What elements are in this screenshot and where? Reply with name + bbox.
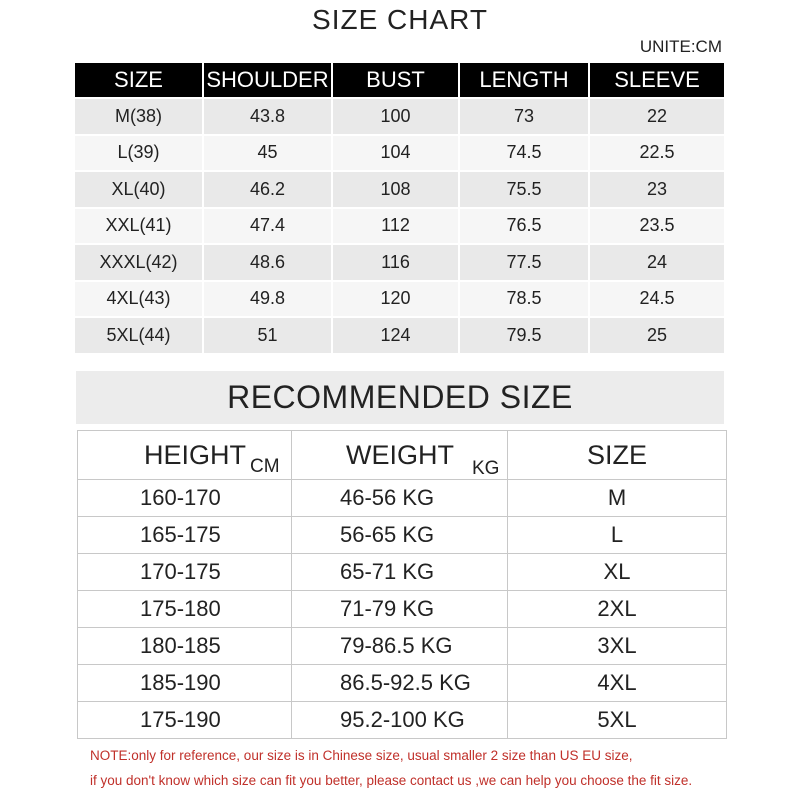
cell-bust: 116 — [333, 245, 458, 280]
recommended-size-title: RECOMMENDED SIZE — [76, 371, 724, 424]
rec-cell-weight: 95.2-100 KG — [292, 702, 508, 739]
rec-cell-height: 185-190 — [78, 665, 292, 702]
recommended-row — [78, 628, 727, 665]
size-chart-header-row — [75, 63, 724, 97]
cell-sleeve: 22 — [590, 99, 724, 134]
header-size: SIZE — [75, 63, 202, 97]
size-chart-row — [75, 209, 724, 244]
cell-sleeve: 23.5 — [590, 209, 724, 244]
size-chart-row — [75, 99, 724, 134]
cell-bust: 124 — [333, 318, 458, 353]
cell-bust: 120 — [333, 282, 458, 317]
note-line-2: if you don't know which size can fit you better, please contact us ,we can help you choose the fit size. — [90, 773, 693, 788]
cell-size: 5XL(44) — [75, 318, 202, 353]
cell-bust: 100 — [333, 99, 458, 134]
cell-size: 4XL(43) — [75, 282, 202, 317]
cell-length: 77.5 — [460, 245, 588, 280]
size-chart-row — [75, 136, 724, 171]
recommended-row — [78, 591, 727, 628]
recommended-header-row — [78, 431, 727, 480]
unit-label: UNITE:CM — [639, 37, 722, 56]
cell-shoulder: 48.6 — [204, 245, 331, 280]
cell-shoulder: 45 — [204, 136, 331, 171]
cell-bust: 112 — [333, 209, 458, 244]
cell-length: 73 — [460, 99, 588, 134]
cell-shoulder: 51 — [204, 318, 331, 353]
size-chart-row — [75, 318, 724, 353]
cell-length: 79.5 — [460, 318, 588, 353]
cell-sleeve: 24 — [590, 245, 724, 280]
header-bust: BUST — [333, 63, 458, 97]
rec-cell-height: 165-175 — [78, 517, 292, 554]
cell-length: 74.5 — [460, 136, 588, 171]
rec-cell-size: 4XL — [508, 665, 727, 702]
cell-bust: 108 — [333, 172, 458, 207]
cell-length: 76.5 — [460, 209, 588, 244]
cell-sleeve: 24.5 — [590, 282, 724, 317]
rec-cell-height: 180-185 — [78, 628, 292, 665]
header-rec-size-label: SIZE — [586, 439, 647, 470]
rec-cell-height: 160-170 — [78, 480, 292, 517]
cell-length: 75.5 — [460, 172, 588, 207]
cell-size: XL(40) — [75, 172, 202, 207]
header-height-label: HEIGHT — [144, 439, 247, 470]
header-weight — [292, 431, 508, 480]
cell-shoulder: 47.4 — [204, 209, 331, 244]
cell-size: M(38) — [75, 99, 202, 134]
rec-cell-size: 5XL — [508, 702, 727, 739]
rec-cell-height: 175-180 — [78, 591, 292, 628]
header-shoulder: SHOULDER — [204, 63, 331, 97]
cell-length: 78.5 — [460, 282, 588, 317]
recommended-size-table — [77, 430, 727, 739]
rec-cell-height: 170-175 — [78, 554, 292, 591]
rec-cell-size: XL — [508, 554, 727, 591]
cell-size: XXL(41) — [75, 209, 202, 244]
rec-cell-size: M — [508, 480, 727, 517]
size-chart-table — [73, 61, 726, 355]
header-rec-size — [508, 431, 727, 480]
rec-cell-height: 175-190 — [78, 702, 292, 739]
cell-sleeve: 25 — [590, 318, 724, 353]
recommended-row — [78, 554, 727, 591]
recommended-row — [78, 517, 727, 554]
cell-shoulder: 43.8 — [204, 99, 331, 134]
recommended-row — [78, 702, 727, 739]
recommended-row — [78, 480, 727, 517]
rec-cell-weight: 79-86.5 KG — [292, 628, 508, 665]
header-sleeve: SLEEVE — [590, 63, 724, 97]
cell-size: L(39) — [75, 136, 202, 171]
cell-sleeve: 22.5 — [590, 136, 724, 171]
rec-cell-size: 2XL — [508, 591, 727, 628]
rec-cell-weight: 46-56 KG — [292, 480, 508, 517]
cell-bust: 104 — [333, 136, 458, 171]
cell-sleeve: 23 — [590, 172, 724, 207]
recommended-row — [78, 665, 727, 702]
note-line-1: NOTE:only for reference, our size is in Chinese size, usual smaller 2 size than US EU size, — [90, 748, 633, 763]
size-chart-row — [75, 282, 724, 317]
recommended-body — [78, 480, 727, 739]
header-height — [78, 431, 292, 480]
size-chart-title: SIZE CHART — [312, 4, 488, 35]
cell-shoulder: 46.2 — [204, 172, 331, 207]
rec-cell-size: L — [508, 517, 727, 554]
size-chart-row — [75, 245, 724, 280]
rec-cell-weight: 71-79 KG — [292, 591, 508, 628]
size-chart-row — [75, 172, 724, 207]
rec-cell-size: 3XL — [508, 628, 727, 665]
header-weight-unit: KG — [472, 457, 500, 479]
rec-cell-weight: 65-71 KG — [292, 554, 508, 591]
header-length: LENGTH — [460, 63, 588, 97]
header-weight-label: WEIGHT — [346, 439, 454, 470]
cell-shoulder: 49.8 — [204, 282, 331, 317]
size-chart-body — [75, 99, 724, 353]
cell-size: XXXL(42) — [75, 245, 202, 280]
rec-cell-weight: 86.5-92.5 KG — [292, 665, 508, 702]
header-height-unit: CM — [250, 455, 280, 477]
rec-cell-weight: 56-65 KG — [292, 517, 508, 554]
